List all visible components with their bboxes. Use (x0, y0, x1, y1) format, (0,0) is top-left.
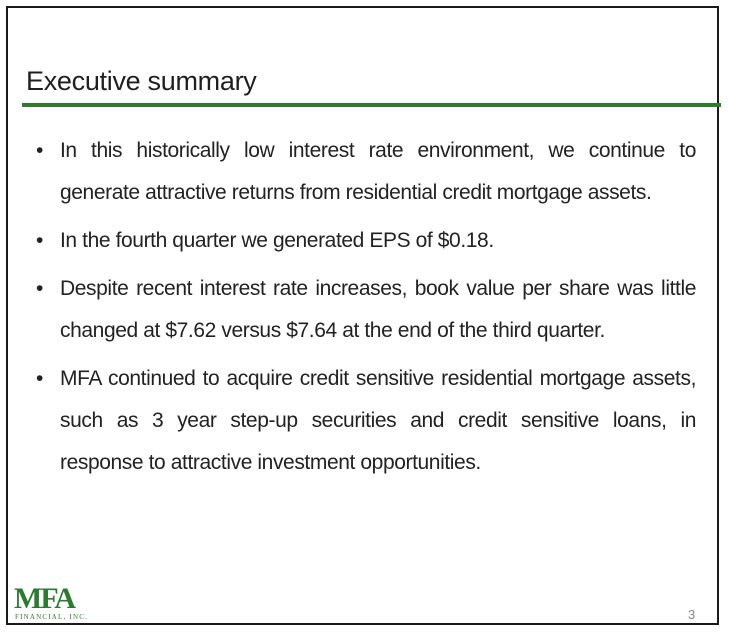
bullet-icon: • (36, 139, 43, 162)
bullet-list (36, 130, 696, 490)
bullet-text: Despite recent interest rate increases, book value per share was little changed at $7.62 versus $7.64 at the end of the third quarter. (60, 277, 696, 342)
bullet-icon: • (36, 229, 43, 252)
bullet-text: In the fourth quarter we generated EPS of $0.18. (60, 229, 494, 252)
bullet-item (36, 358, 696, 484)
logo-mark: MFA (14, 582, 75, 615)
bullet-text: MFA continued to acquire credit sensitive residential mortgage assets, such as 3 year step-up securities and credit sensitive loans, in response to attractive investment opportunities. (60, 367, 696, 474)
slide-title: Executive summary (26, 66, 257, 96)
bullet-icon: • (36, 367, 43, 390)
logo-subtitle: FINANCIAL, INC. (15, 613, 89, 621)
bullet-item (36, 268, 696, 352)
page-number: 3 (688, 607, 696, 622)
slide-frame (6, 6, 719, 625)
title-divider (22, 103, 721, 107)
bullet-item (36, 130, 696, 214)
bullet-item (36, 220, 696, 262)
mfa-logo (14, 582, 124, 625)
bullet-text: In this historically low interest rate environment, we continue to generate attractive returns from residential credit mortgage assets. (60, 139, 696, 204)
bullet-icon: • (36, 277, 43, 300)
